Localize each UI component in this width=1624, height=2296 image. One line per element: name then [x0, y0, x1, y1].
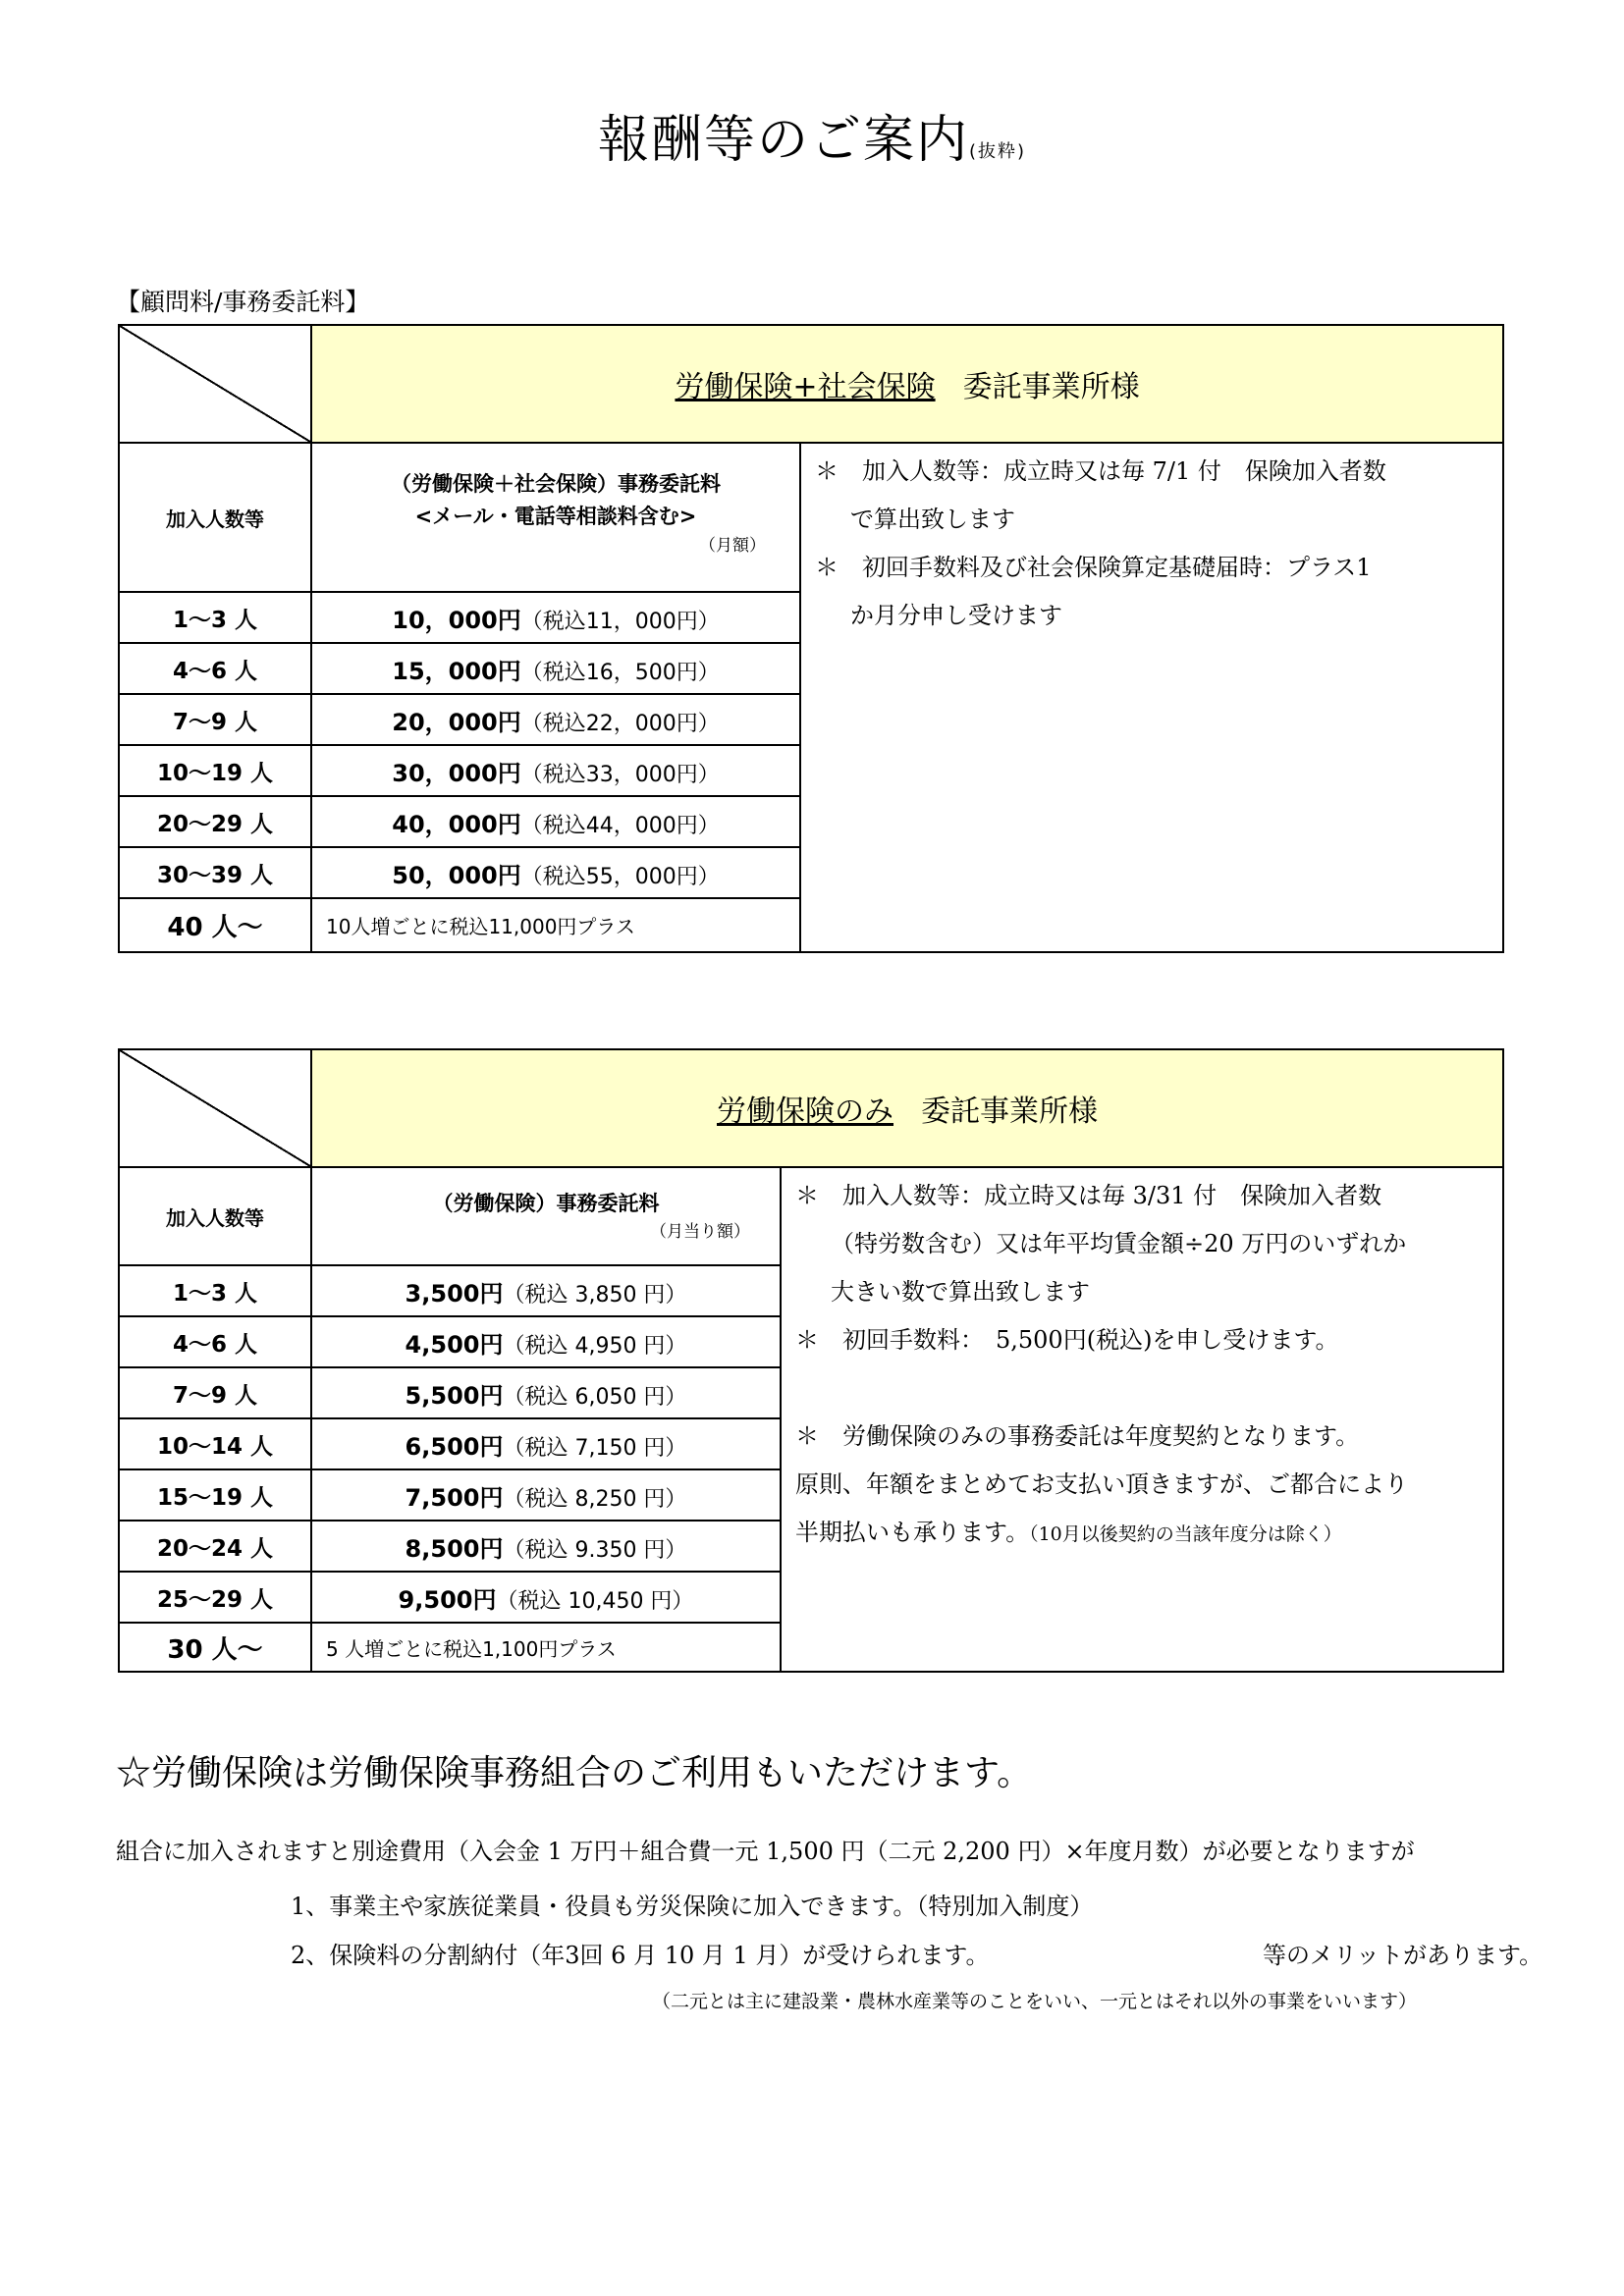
table-row: 25〜29 人 9,500円（税込 10,450 円） [119, 1572, 1503, 1623]
col-count-label: 加入人数等 [119, 1167, 311, 1265]
table-row: 1〜3 人 3,500円（税込 3,850 円） [119, 1265, 1503, 1316]
col-count-label: 加入人数等 [119, 443, 311, 592]
corner-cell [119, 325, 311, 443]
union-merit: 等のメリットがあります。 [1263, 1942, 1543, 1969]
col-fee-label: （労働保険＋社会保険）事務委託料 <メール・電話等相談料含む> （月額） [311, 443, 800, 592]
col-fee-label: （労働保険）事務委託料 （月当り額） [311, 1167, 781, 1265]
table-row: 10〜14 人 6,500円（税込 7,150 円） [119, 1418, 1503, 1469]
table-row: 20〜24 人 8,500円（税込 9.350 円） [119, 1521, 1503, 1572]
table-row: 40 人〜 10人増ごとに税込11,000円プラス [119, 898, 1503, 952]
union-line1: 組合に加入されますと別途費用（入会金 1 万円＋組合費一元 1,500 円（二元 2,200 円）×年度月数）が必要となりますが [116, 1838, 1415, 1865]
section-label: 【顧問料/事務委託料】 [116, 288, 370, 316]
table-row: 7〜9 人 5,500円（税込 6,050 円） [119, 1367, 1503, 1418]
table-row: 4〜6 人 4,500円（税込 4,950 円） [119, 1316, 1503, 1367]
table-row: 30〜39 人 50，000円（税込55，000円） [119, 847, 1503, 898]
table-header: 労働保険のみ 委託事業所様 [311, 1049, 1503, 1167]
fee-table-labor-only [118, 1048, 1504, 1673]
union-footnote: （二元とは主に建設業・農林水産業等のことをいい、一元とはそれ以外の事業をいいます） [652, 1991, 1418, 2012]
corner-cell [119, 1049, 311, 1167]
table-row: 10〜19 人 30，000円（税込33，000円） [119, 745, 1503, 796]
table-row: 4〜6 人 15，000円（税込16，500円） [119, 643, 1503, 694]
table-row: 1〜3 人 10，000円（税込11，000円） [119, 592, 1503, 643]
union-item1: 1、事業主や家族従業員・役員も労災保険に加入できます。（特別加入制度） [291, 1893, 1094, 1920]
table-row: 30 人〜 5 人増ごとに税込1,100円プラス [119, 1623, 1503, 1672]
table-header: 労働保険+社会保険 委託事業所様 [311, 325, 1503, 443]
page-title: 報酬等のご案内(抜粋) [597, 111, 1027, 170]
table-row: 15〜19 人 7,500円（税込 8,250 円） [119, 1469, 1503, 1521]
table-row: 7〜9 人 20，000円（税込22，000円） [119, 694, 1503, 745]
union-item2: 2、保険料の分割納付（年3回 6 月 10 月 1 月）が受けられます。 [291, 1942, 990, 1969]
notes-cell: ＊ 加入人数等：成立時又は毎 3/31 付 保険加入者数 （特労数含む）又は年平均賃金額÷20 万円のいずれか 大きい数で算出致します ＊ 初回手数料： 5,500円(税込)を申し受けます。 ＊ 労働保険のみの事務委託は年度契約となります。 原則、年額をまとめてお支払い頂きますが、ご都合により 半期払いも承ります。（10月以後契約の当該年度分は除く） [781, 1167, 1503, 1672]
notes-cell: ＊ 加入人数等：成立時又は毎 7/1 付 保険加入者数 で算出致します ＊ 初回手数料及び社会保険算定基礎届時：プラス1 か月分申し受けます [800, 443, 1503, 952]
union-heading: ☆労働保険は労働保険事務組合のご利用もいただけます。 [116, 1753, 1033, 1793]
fee-table-labor-social [118, 324, 1504, 953]
table-row: 20〜29 人 40，000円（税込44，000円） [119, 796, 1503, 847]
